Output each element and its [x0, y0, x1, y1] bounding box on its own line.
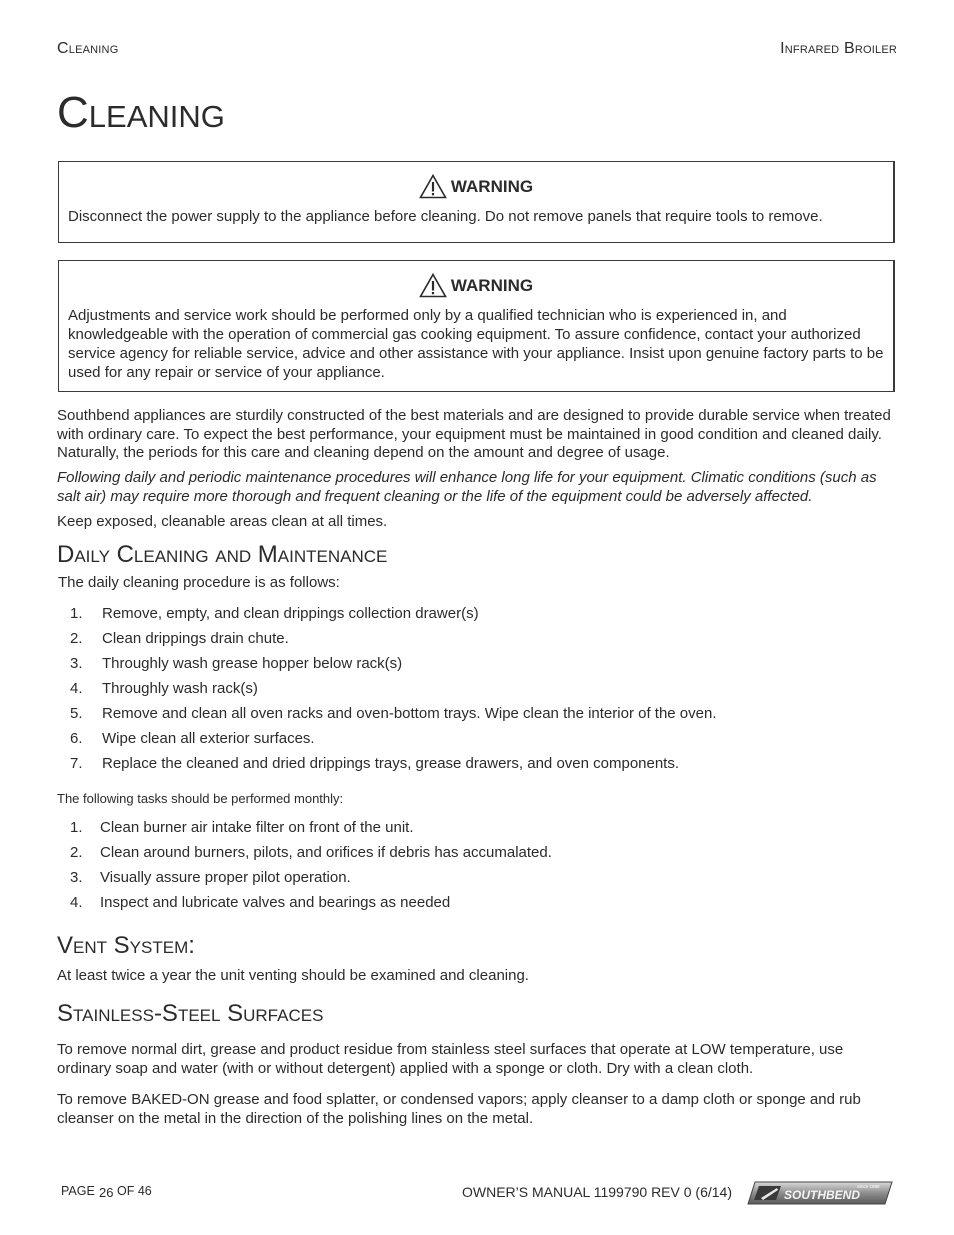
list-number: 1. [70, 819, 83, 836]
list-item [70, 730, 717, 755]
list-text: Throughly wash rack(s) [102, 680, 258, 697]
list-item [70, 819, 552, 844]
list-text: Remove and clean all oven racks and oven-bottom trays. Wipe clean the interior of the oven. [102, 705, 717, 722]
section-heading-stainless: Stainless-Steel Surfaces [57, 1000, 324, 1027]
list-number: 6. [70, 730, 83, 747]
section-heading-daily: Daily Cleaning and Maintenance [57, 541, 388, 568]
intro-paragraph: Southbend appliances are sturdily constructed of the best materials and are designed to provide durable service when treated with ordinary care. To expect the best performance, your equipment must be maintained in good condition and cleaned daily. Naturally, the periods for this care and cleaning depend on the amount and degree of usage. [57, 407, 891, 461]
monthly-task-list [70, 819, 552, 919]
warning-triangle-icon [419, 174, 447, 199]
warning-text: Disconnect the power supply to the appliance before cleaning. Do not remove panels that require tools to remove. [68, 208, 823, 225]
list-number: 2. [70, 630, 83, 647]
list-number: 1. [70, 605, 83, 622]
list-text: Remove, empty, and clean drippings collection drawer(s) [102, 605, 479, 622]
warning-label: WARNING [450, 176, 534, 196]
list-item [70, 844, 552, 869]
list-number: 7. [70, 755, 83, 772]
list-number: 5. [70, 705, 83, 722]
stainless-paragraph-low-temp: To remove normal dirt, grease and product residue from stainless steel surfaces that operate at LOW temperature, use ordinary soap and water (with or without detergent) applied with a sponge or cloth. Dry with a clean cloth. [57, 1041, 844, 1077]
stainless-paragraph-baked-on: To remove BAKED-ON grease and food splatter, or condensed vapors; apply cleanser to a damp cloth or sponge and rub cleanser on the metal in the direction of the polishing lines on the metal. [57, 1091, 861, 1127]
list-text: Clean burner air intake filter on front of the unit. [100, 819, 414, 836]
list-item [70, 680, 717, 705]
monthly-lead: The following tasks should be performed monthly: [57, 791, 344, 806]
list-text: Clean around burners, pilots, and orifices if debris has accumalated. [100, 844, 552, 861]
daily-procedure-list [70, 605, 717, 780]
warning-box-power [58, 161, 895, 243]
logo-wordmark: SOUTHBEND [784, 1188, 861, 1202]
list-number: 4. [70, 680, 83, 697]
list-text: Clean drippings drain chute. [102, 630, 289, 647]
footer-page-label: PAGE [61, 1184, 95, 1198]
warning-label: WARNING [450, 275, 534, 295]
running-header-product: Infrared Broiler [780, 40, 897, 57]
warning-text: Adjustments and service work should be performed only by a qualified technician who is experienced in, and knowledgeable with the operation of commercial gas cooking equipment. To assure confidence, contact your authorized service agency for reliable service, advice and other assistance with your appliance. Insist upon genuine factory parts to be used for any repair or service of your appliance. [68, 307, 884, 381]
list-number: 3. [70, 655, 83, 672]
list-item [70, 869, 552, 894]
warning-header [59, 174, 893, 199]
list-item [70, 705, 717, 730]
list-item [70, 630, 717, 655]
warning-header [59, 273, 893, 298]
footer-page-number: 26 [99, 1185, 114, 1200]
list-number: 4. [70, 894, 83, 911]
section-heading-vent: Vent System: [57, 932, 195, 959]
list-text: Inspect and lubricate valves and bearings as needed [100, 894, 451, 911]
list-text: Wipe clean all exterior surfaces. [102, 730, 315, 747]
list-item [70, 894, 552, 919]
list-text: Throughly wash grease hopper below rack(s) [102, 655, 403, 672]
southbend-logo [747, 1180, 893, 1206]
list-item [70, 755, 717, 780]
list-number: 3. [70, 869, 83, 886]
list-text: Replace the cleaned and dried drippings trays, grease drawers, and oven components. [102, 755, 680, 772]
intro-note: Keep exposed, cleanable areas clean at all times. [57, 513, 388, 530]
page-title: Cleaning [57, 88, 225, 137]
list-number: 2. [70, 844, 83, 861]
intro-italic-paragraph: Following daily and periodic maintenance procedures will enhance long life for your equipment. Climatic conditions (such as salt air) may require more thorough and frequent cleaning or the life of the equipment could be adversely affected. [57, 469, 877, 505]
daily-lead: The daily cleaning procedure is as follows: [58, 574, 340, 591]
list-text: Visually assure proper pilot operation. [100, 869, 351, 886]
list-item [70, 655, 717, 680]
running-header-section: Cleaning [57, 40, 119, 57]
vent-paragraph: At least twice a year the unit venting should be examined and cleaning. [57, 967, 529, 984]
footer-page-total: OF 46 [117, 1184, 152, 1198]
warning-box-service [58, 260, 895, 392]
footer-manual-id: OWNER’S MANUAL 1199790 REV 0 (6/14) [462, 1184, 732, 1200]
warning-triangle-icon [419, 273, 447, 298]
list-item [70, 605, 717, 630]
logo-since: Since 1898 [857, 1184, 880, 1189]
